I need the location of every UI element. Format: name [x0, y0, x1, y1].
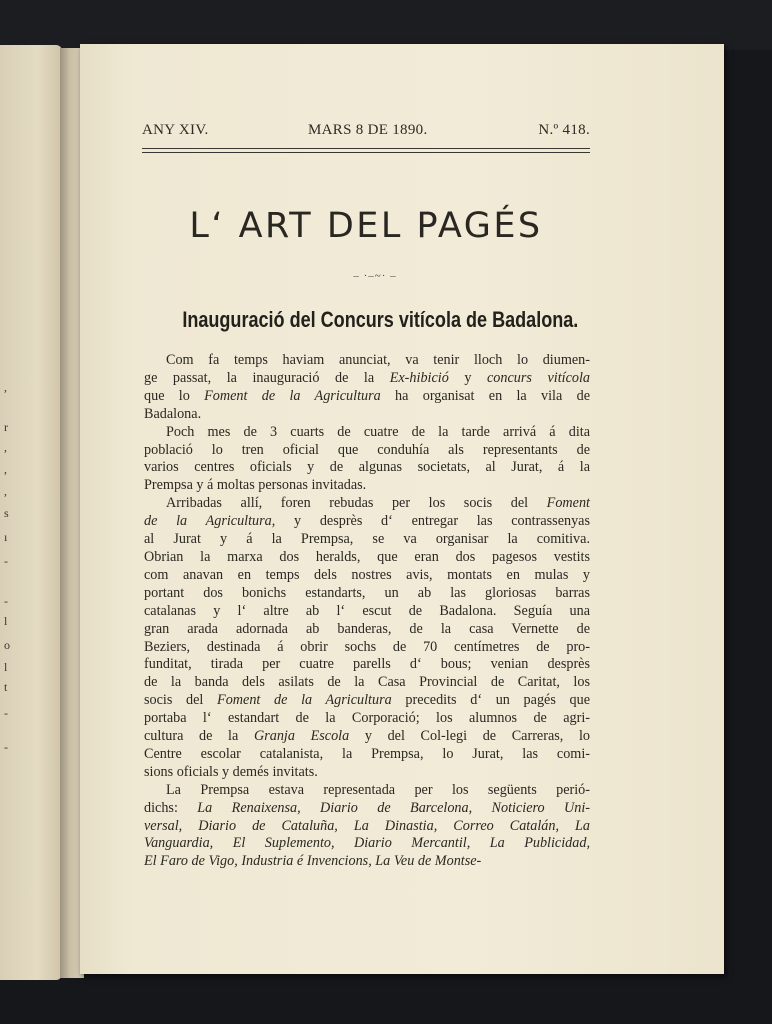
left-page-mark: l: [4, 660, 8, 674]
body-text: Badalona.: [144, 405, 202, 422]
left-page-marks: [0, 45, 14, 980]
body-text-italic: Foment de la Agricultura: [217, 692, 392, 709]
body-text: de la banda dels asilats de la Casa Provincial de Caritat, los: [144, 674, 590, 691]
header-rule-thin: [142, 152, 590, 153]
body-text-italic: de la Agricultura: [144, 513, 272, 530]
body-text: portant dos bonichs estandarts, un ab las gloriosas barras: [144, 584, 590, 601]
body-line: [144, 370, 590, 388]
body-text-italic: El Faro de Vigo, Industria é Invencions, La Veu de Montse-: [144, 853, 482, 870]
body-line: [144, 567, 590, 585]
left-page-mark: r: [4, 420, 8, 434]
left-page-mark: ,: [4, 462, 7, 476]
article-body: [144, 352, 590, 871]
body-line: [144, 513, 590, 531]
body-text: y: [448, 369, 487, 386]
left-page-mark: ,: [4, 484, 7, 498]
body-text: socis del: [144, 692, 218, 709]
body-line: [144, 782, 590, 800]
body-line: [144, 710, 590, 728]
body-line: [144, 549, 590, 567]
body-line: [144, 835, 590, 853]
body-text: gran arada adornada ab banderas, de la casa Vernette de: [144, 620, 590, 637]
body-line: [144, 352, 590, 370]
body-text: , y desprès d‘ entregar las contrassenyas: [271, 513, 590, 530]
body-text: cultura de la: [144, 728, 254, 745]
body-text: Beziers, destinada á obrir sochs de 70 centímetres de pro-: [144, 638, 590, 655]
body-line: [144, 621, 590, 639]
volume-label: ANY XIV.: [142, 122, 209, 138]
body-line: [144, 495, 590, 513]
running-header: [142, 120, 590, 142]
body-text: funditat, tirada per cuatre parells d‘ bous; venian desprès: [144, 656, 590, 673]
left-page-mark: -: [4, 554, 8, 568]
body-text: ha organisat en la vila de: [380, 387, 590, 404]
body-line: [144, 764, 590, 782]
body-line: [144, 442, 590, 460]
body-text: sions oficials y demés invitats.: [144, 763, 318, 780]
background-top: [0, 0, 772, 50]
body-line: [144, 603, 590, 621]
masthead-title: L‘ ART DEL PAGÉS: [189, 206, 543, 246]
body-text-italic: Foment: [546, 495, 590, 512]
left-page-mark: s: [4, 506, 9, 520]
body-line: [144, 728, 590, 746]
body-line: [144, 424, 590, 442]
body-line: [144, 746, 590, 764]
body-text: varios centres oficials y de algunas societats, al Jurat, á la: [144, 459, 590, 476]
body-text: Poch mes de 3 cuarts de cuatre de la tarde arrivá á dita: [166, 423, 590, 440]
body-text: Centre escolar catalanista, la Prempsa, lo Jurat, las comi-: [144, 745, 590, 762]
body-text-italic: concurs vitícola: [487, 369, 591, 386]
body-line: [144, 656, 590, 674]
left-page-mark: -: [4, 706, 8, 720]
body-text: dichs:: [144, 799, 198, 816]
body-text: Prempsa y á moltas personas invitadas.: [144, 477, 367, 494]
left-page-mark: o: [4, 638, 10, 652]
body-text-italic: versal, Diario de Cataluña, La Dinastia, Correo Catalán, La: [144, 817, 590, 834]
body-text: y del Col-legi de Carreras, lo: [349, 728, 590, 745]
body-text: ge passat, la inauguració de la: [144, 369, 390, 386]
body-text: que lo: [144, 387, 205, 404]
body-text: Obrian la marxa dos heralds, que eran dos pagesos vestits: [144, 548, 590, 565]
body-line: [144, 639, 590, 657]
ornament-divider: – ·–~· –: [353, 270, 397, 282]
body-text: població lo tren oficial que conduhía als representants de: [144, 441, 590, 458]
body-line: [144, 818, 590, 836]
left-page-mark: ,: [4, 440, 7, 454]
issue-number: N.º 418.: [538, 122, 590, 138]
body-line: [144, 800, 590, 818]
body-text-italic: Ex-hibició: [389, 369, 449, 386]
left-page-mark: l: [4, 614, 8, 628]
body-text: portaba l‘ estandart de la Corporació; los alumnos de agri-: [144, 710, 590, 727]
body-text: al Jurat y á la Prempsa, se va organisar la comitiva.: [144, 531, 590, 548]
body-line: [144, 388, 590, 406]
left-page-mark: ,: [4, 380, 7, 394]
body-line: [144, 531, 590, 549]
body-line: [144, 459, 590, 477]
date-label: MARS 8 DE 1890.: [308, 122, 428, 138]
left-page-mark: ı: [4, 530, 8, 544]
body-line: [144, 692, 590, 710]
body-line: [144, 406, 590, 424]
body-line: [144, 674, 590, 692]
body-line: [144, 853, 590, 871]
body-text-italic: La Renaixensa, Diario de Barcelona, Noticiero Uni-: [197, 799, 591, 816]
body-text: Com fa temps haviam anunciat, va tenir lloch lo diumen-: [166, 352, 590, 368]
left-page-mark: t: [4, 680, 8, 694]
body-text: com anavan en temps dels nostres avis, montats en mulas y: [144, 566, 590, 583]
body-line: [144, 477, 590, 495]
left-page-mark: -: [4, 740, 8, 754]
body-text-italic: Foment de la Agricultura: [204, 387, 381, 404]
body-text-italic: Granja Escola: [253, 728, 350, 745]
body-text: Arribadas allí, foren rebudas per los socis del: [166, 495, 547, 512]
body-text: La Prempsa estava representada per los següents perió-: [166, 781, 590, 798]
body-text: catalanas y l‘ altre ab l‘ escut de Badalona. Seguía una: [144, 602, 590, 619]
article-headline: Inauguració del Concurs vitícola de Badalona.: [182, 307, 579, 332]
body-text-italic: Vanguardia, El Suplemento, Diario Mercantil, La Publicidad,: [144, 835, 590, 852]
body-text: precedits d‘ un pagés que: [391, 692, 590, 709]
header-rule: [142, 148, 590, 149]
body-line: [144, 585, 590, 603]
left-page-mark: -: [4, 594, 8, 608]
